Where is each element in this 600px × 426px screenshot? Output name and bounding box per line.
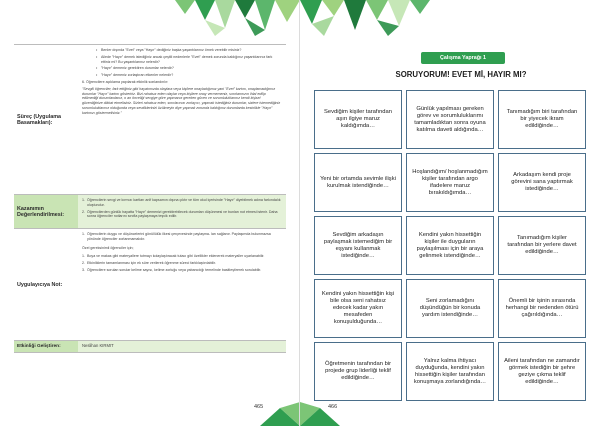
worksheet-badge: Çalışma Yaprağı 1	[421, 52, 505, 64]
right-page	[300, 0, 600, 426]
row-label: Etkinliği Geliştiren:	[14, 341, 78, 352]
note-heading: Özel gereksinimli öğrenciler için;	[82, 245, 134, 250]
list-item: • "Hayır" demeniz zorlaştıran etkenler nelerdir?	[96, 73, 282, 78]
page-number: 465	[254, 404, 264, 410]
scenario-card: Önemli bir işinin sırasında herhangi bir nedenden ötürü çağırıldığında…	[498, 279, 586, 338]
worksheet-title: SORUYORUM! EVET Mİ, HAYIR MI?	[395, 70, 527, 79]
list-item: 1. Öğrencilerin sevgi ve kırmızı kartları anlf kapsamın dışına çıktır ve tüm okul içerisinde "Hayır" diyebilmek adına farkındalık oluşturulur.	[82, 198, 281, 207]
decorative-triangles-bottom	[240, 402, 300, 426]
list-item: 1. Boya ve makas gibi materyallere tutmayı kolaylaştıracak tutacı gibi özellikler eklenerek materyaller uyarlanabilir.	[82, 254, 265, 259]
lesson-plan-table	[14, 44, 286, 353]
row-content	[78, 45, 286, 194]
row-process	[14, 45, 286, 195]
step-line: 6. Öğrencilere açıklama yapılarak etkinlik sonlandırılır:	[82, 79, 169, 84]
row-label: Süreç (Uygulama Basamakları):	[17, 113, 62, 126]
scenario-card: Günlük yapılması gereken görev ve sorumluluklarımı tamamladıktan sonra oyuna katılma daveti aldığında…	[406, 90, 494, 149]
scenario-card: Tanımadığım kişiler tarafından bir yerlere davet edildiğinde…	[498, 216, 586, 275]
row-content	[78, 229, 286, 340]
scenario-card: Sevdiğim arkadaşın paylaşmak istemediğim bir eşyanı kullanmak istediğinde…	[314, 216, 402, 275]
scenario-card: Seni zorlamadığını düşündüğün bir konuda yardım istendiğinde…	[406, 279, 494, 338]
developer-name: Neslihan KIRMIT	[78, 341, 286, 352]
scenario-card: Yalnız kalma ihtiyacı duyduğunda, kendini yakın hissettiğin kişiler tarafından konuşmaya zorlandığında…	[406, 342, 494, 401]
scenario-card: Sevdiğim kişiler tarafından aşırı ilgiye maruz kaldığımda…	[314, 90, 402, 149]
list-item: 3. Öğrencilere sorulan sorular kelime sayısı, kelime zorluğu veya yabancılığı temelinde basitleştirerek sorulabilir.	[82, 267, 262, 272]
scenario-card: Kendini yakın hissettiğin kişi bile olsa seni rahatsız edecek kadar yakın mesafeden konuşulduğunda…	[314, 279, 402, 338]
list-item: • Ailede "Hayır" demek istediğiniz ancak çeşitli nedenlerle "Evet" demek zorunda kaldığınız yaşantılarınız fark ettiniz mi? Bu yaşantılarınız nelerdir?	[96, 55, 282, 65]
scenario-card: Hoşlandığım/ hoşlanmadığım kişiler tarafından argo ifadelere maruz bırakıldığımda…	[406, 153, 494, 212]
scenario-card: Arkadaşım kendi proje görevini sana yaptırmak istediğinde…	[498, 153, 586, 212]
decorative-triangles	[175, 0, 300, 36]
row-evaluation	[14, 195, 286, 229]
scenario-card: Tanımadığım biri tarafından bir yiyecek ikram edildiğinde…	[498, 90, 586, 149]
row-developer	[14, 341, 286, 353]
row-content	[78, 195, 286, 228]
row-label: Kazanımın Değerlendirilmesi:	[14, 195, 78, 228]
scenario-card: Yeni bir ortamda sevimle ilişki kurulmak istendiğinde…	[314, 153, 402, 212]
list-item: 1. Öğrencilerin duygu ve düşüncelerini gönüllülük ilkesi çerçevesinde paylaşma- ları sağlanır. Paylaşımda bulunmazsa yönünde öğrenciler zorlanmamalıdır.	[82, 232, 271, 241]
closing-quote: "Sevgili öğrenciler, fark ettiğiniz gibi hayatımızda olaylara veya kişilere onayladığımız yani "Evet" kartını, onaylamadığımız durumlar "Hayır" kartını gösteririz. Bizi rahatsız eden olaylar veya kişilere onay vermemeniz, sınırlarınızın ihlal edilip edilmediği durumlardanız, o an önceliği sevgiye göre yapmanız gereken güven ve sorumluluklarınız kendi kişisel güvenliğinize dikkat etmelisiniz. Sizleri rahatsız eden, sınırlarınızı zorlayıcı, yapmak istediğiniz durumlar, sizlere istemediğiniz sorumluluklarınız olduğunda veya sevdiklerinizi üzülmeyin diye yapmak zorunda kaldığınız durumlarda kesinlikle "Hayır" kartınızı göstermelisiniz."	[82, 86, 281, 115]
decorative-triangles	[300, 0, 430, 36]
list-item: • "Hayır" demeniz gerektiren durumlar nelerdir?	[96, 66, 282, 71]
scenario-card-grid	[314, 90, 586, 401]
list-item: 2. Öğrencilerden günlük hayatta "Hayır" demenizi gerektirebilecek durumları düşünmesi ve bunları not etmesi istenir. Daha sonra öğrenciler notlarını sınıfla paylaşmaya teşvik edilir.	[82, 209, 278, 219]
scenario-card: Aileni tarafından ne zamandır görmek istediğin bir şehre geziye çıkma teklif edildiğinde…	[498, 342, 586, 401]
scenario-card: Kendini yakın hissettiğin kişiler ile duyguların paylaşılması için bir araya gelinmek istendiğinde…	[406, 216, 494, 275]
list-item: • Benler dışında "Evet" veya "Hayır" dediğiniz başka yaşantılarınız örnek verebilir misiniz?	[96, 48, 282, 53]
row-practitioner-note	[14, 229, 286, 341]
scenario-card: Öğretmenin tarafından bir projede grup liderliği teklif edildiğinde…	[314, 342, 402, 401]
page-number: 466	[328, 404, 338, 410]
row-label: Uygulayıcıya Not:	[17, 281, 63, 288]
list-item: 2. Etkinliklerin tamamlanması için ek süre verilerek öğrenme süreci farklılaştırılabilir.	[82, 261, 217, 266]
